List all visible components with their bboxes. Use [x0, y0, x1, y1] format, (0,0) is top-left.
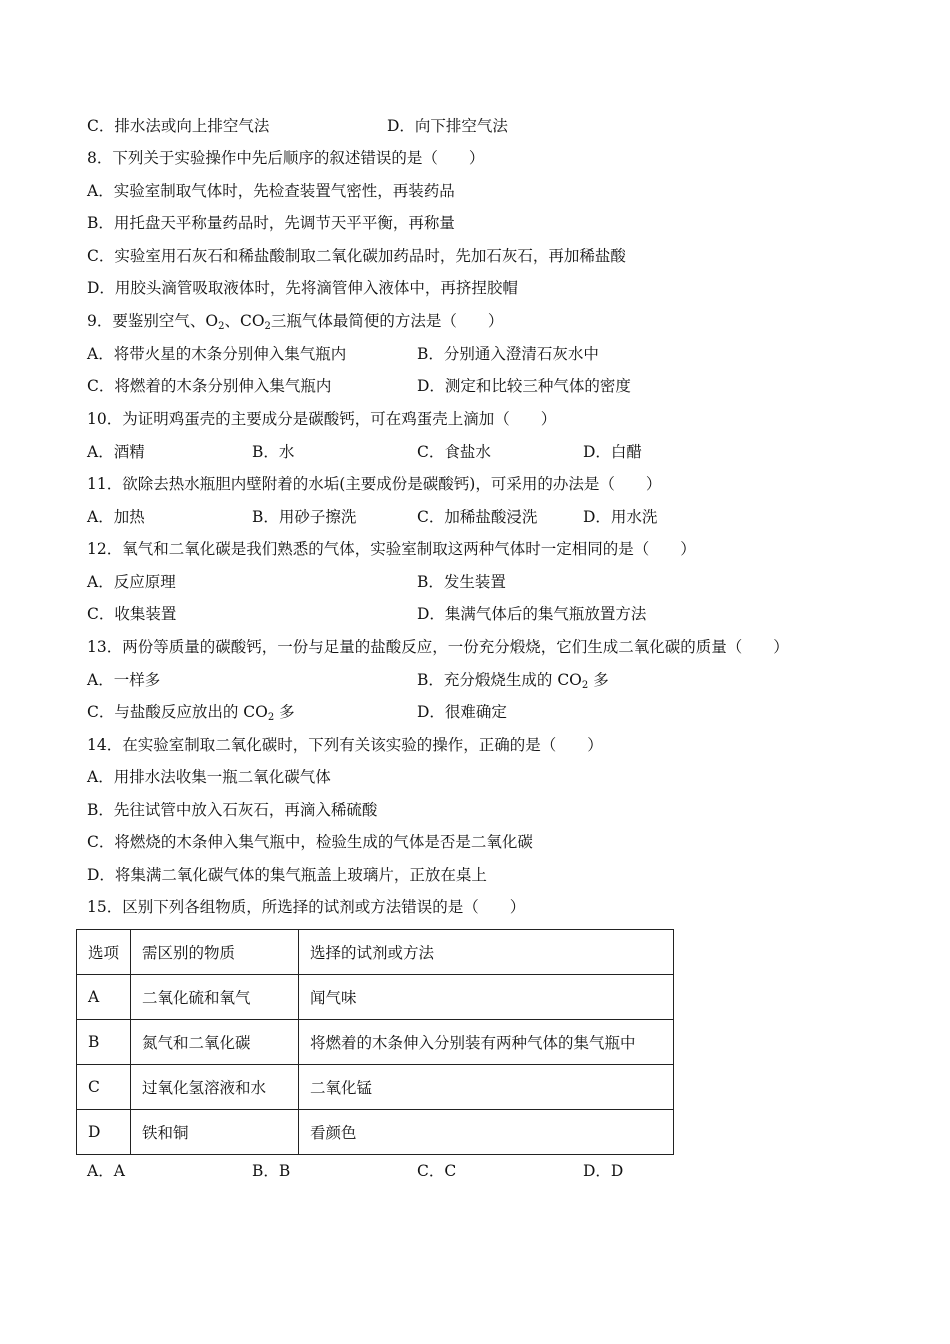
q11-option-d: D．用水洗 [583, 508, 658, 526]
q14-option-a: A．用排水法收集一瓶二氧化碳气体 [87, 768, 331, 786]
table-cell: 氮气和二氧化碳 [131, 1020, 299, 1065]
table-cell: B [77, 1020, 131, 1065]
q13-subscript: 2 [581, 680, 589, 691]
q7-option-d: D．向下排空气法 [387, 117, 508, 135]
q9-option-b: B．分别通入澄清石灰水中 [417, 345, 599, 363]
table-cell: 过氧化氢溶液和水 [131, 1065, 299, 1110]
q13-option-c-part: 多 [274, 703, 295, 721]
q12-option-a: A．反应原理 [87, 573, 176, 591]
q14-stem: 14．在实验室制取二氧化碳时，下列有关该实验的操作，正确的是（ ） [87, 736, 603, 754]
table-header-cell: 选择的试剂或方法 [299, 930, 674, 975]
q15-table [76, 929, 674, 1155]
table-cell: 二氧化硫和氧气 [131, 975, 299, 1020]
table-cell: D [77, 1110, 131, 1155]
q7-option-c: C．排水法或向上排空气法 [87, 117, 270, 135]
q8-stem: 8．下列关于实验操作中先后顺序的叙述错误的是（ ） [87, 149, 485, 167]
q11-option-b: B．用砂子擦洗 [252, 508, 357, 526]
table-cell: 看颜色 [299, 1110, 674, 1155]
q9-stem [87, 310, 503, 332]
q13-option-c [87, 701, 295, 723]
q12-option-d: D．集满气体后的集气瓶放置方法 [417, 605, 647, 623]
q11-option-c: C．加稀盐酸浸洗 [417, 508, 538, 526]
table-header-cell: 选项 [77, 930, 131, 975]
q9-option-a: A．将带火星的木条分别伸入集气瓶内 [87, 345, 347, 363]
q13-option-a: A．一样多 [87, 671, 161, 689]
q8-option-b: B．用托盘天平称量药品时，先调节天平平衡，再称量 [87, 214, 455, 232]
q9-subscript: 2 [218, 321, 225, 332]
q10-option-b: B．水 [252, 443, 295, 461]
table-row [77, 1065, 674, 1110]
q10-stem: 10．为证明鸡蛋壳的主要成分是碳酸钙，可在鸡蛋壳上滴加（ ） [87, 410, 557, 428]
q9-stem-part: 三瓶气体最简便的方法是（ ） [270, 312, 504, 330]
q13-option-b-part: 多 [588, 671, 609, 689]
q12-option-b: B．发生装置 [417, 573, 506, 591]
table-cell: 闻气味 [299, 975, 674, 1020]
table-row [77, 1110, 674, 1155]
q11-option-a: A．加热 [87, 508, 145, 526]
q15-option-c: C．C [417, 1162, 457, 1180]
q13-option-d: D．很难确定 [417, 703, 507, 721]
table-cell: C [77, 1065, 131, 1110]
q8-option-c: C．实验室用石灰石和稀盐酸制取二氧化碳加药品时，先加石灰石，再加稀盐酸 [87, 247, 626, 265]
q9-option-d: D．测定和比较三种气体的密度 [417, 377, 631, 395]
q13-option-b [417, 669, 609, 691]
table-cell: 铁和铜 [131, 1110, 299, 1155]
q9-subscript: 2 [264, 321, 271, 332]
q13-stem: 13．两份等质量的碳酸钙，一份与足量的盐酸反应，一份充分煅烧，它们生成二氧化碳的质量（ ） [87, 638, 789, 656]
table-cell: 将燃着的木条伸入分别装有两种气体的集气瓶中 [299, 1020, 674, 1065]
q14-option-c: C．将燃烧的木条伸入集气瓶中，检验生成的气体是否是二氧化碳 [87, 833, 533, 851]
q15-option-b: B．B [252, 1162, 291, 1180]
q10-option-a: A．酒精 [87, 443, 145, 461]
q14-option-d: D．将集满二氧化碳气体的集气瓶盖上玻璃片，正放在桌上 [87, 866, 487, 884]
q9-stem-part: 9．要鉴别空气、O [87, 312, 219, 330]
table-header-cell: 需区别的物质 [131, 930, 299, 975]
q14-option-b: B．先往试管中放入石灰石，再滴入稀硫酸 [87, 801, 378, 819]
q8-option-a: A．实验室制取气体时，先检查装置气密性，再装药品 [87, 182, 455, 200]
q15-stem: 15．区别下列各组物质，所选择的试剂或方法错误的是（ ） [87, 898, 526, 916]
table-header-row [77, 930, 674, 975]
q13-subscript: 2 [267, 712, 275, 723]
q9-option-c: C．将燃着的木条分别伸入集气瓶内 [87, 377, 332, 395]
table-cell: A [77, 975, 131, 1020]
q8-option-d: D．用胶头滴管吸取液体时，先将滴管伸入液体中，再挤捏胶帽 [87, 279, 518, 297]
q13-option-c-part: C．与盐酸反应放出的 CO [87, 703, 268, 721]
q12-stem: 12．氧气和二氧化碳是我们熟悉的气体，实验室制取这两种气体时一定相同的是（ ） [87, 540, 696, 558]
q13-option-b-part: B．充分煅烧生成的 CO [417, 671, 582, 689]
q10-option-c: C．食盐水 [417, 443, 491, 461]
table-row [77, 975, 674, 1020]
table-cell: 二氧化锰 [299, 1065, 674, 1110]
q10-option-d: D．白醋 [583, 443, 642, 461]
q12-option-c: C．收集装置 [87, 605, 177, 623]
q15-option-a: A．A [87, 1162, 125, 1180]
q9-stem-part: 、CO [224, 312, 265, 330]
q11-stem: 11．欲除去热水瓶胆内壁附着的水垢(主要成份是碳酸钙)，可采用的办法是（ ） [87, 475, 662, 493]
table-row [77, 1020, 674, 1065]
q15-option-d: D．D [583, 1162, 624, 1180]
